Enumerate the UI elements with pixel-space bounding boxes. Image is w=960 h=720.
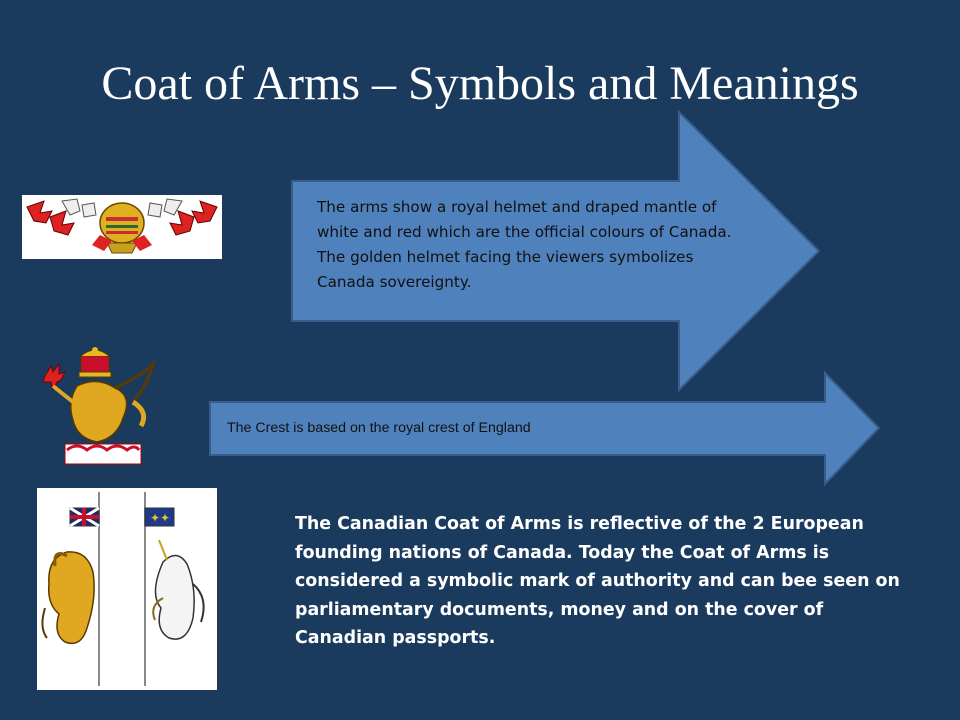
crest-lion-image — [37, 346, 159, 466]
arrow-top-text: The arms show a royal helmet and draped mantle of white and red which are the official colours of Canada. The golden helmet facing the viewers symbolizes Canada sovereignty. — [317, 198, 732, 291]
lion-unicorn-supporters-image — [37, 488, 217, 690]
helmet-mantle-image — [22, 195, 222, 259]
slide-title: Coat of Arms – Symbols and Meanings — [101, 57, 859, 110]
svg-text:✦✦: ✦✦ — [150, 511, 171, 525]
arrow-middle-text: The Crest is based on the royal crest of England — [227, 420, 531, 436]
coat-of-arms-description: The Canadian Coat of Arms is reflective of the 2 European founding nations of Canada. Today the Coat of Arms is considered a symbolic mark of authority and can bee seen on parliamentary documents, money and on the cover of Canadian passports. — [295, 514, 900, 648]
